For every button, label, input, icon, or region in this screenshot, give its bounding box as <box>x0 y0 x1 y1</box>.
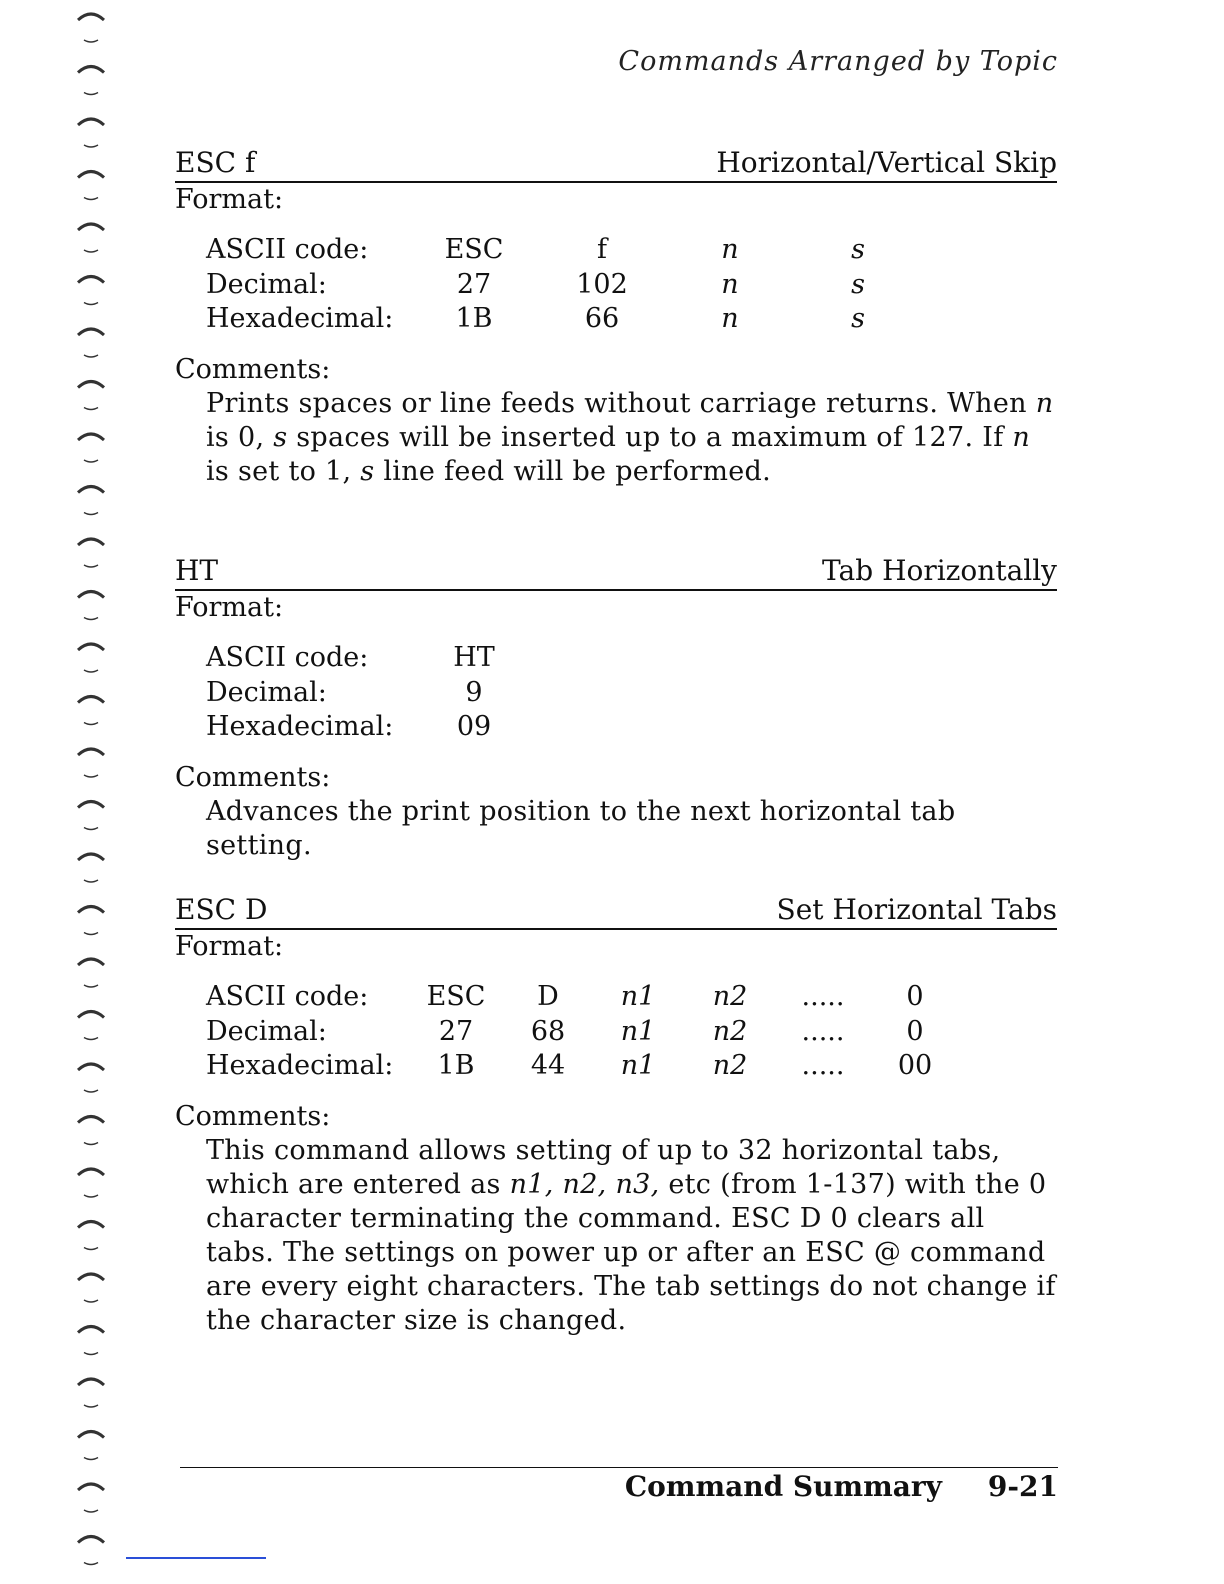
format-label: Format: <box>175 184 284 215</box>
comment-text <box>206 387 1057 489</box>
table-cell: n1 <box>620 1015 656 1047</box>
table-cell: 09 <box>456 711 492 742</box>
table-row <box>206 1015 1057 1050</box>
table-cell: n1 <box>620 1050 656 1081</box>
row-label: ASCII code: <box>206 234 369 265</box>
table-cell: 0 <box>906 1015 924 1047</box>
comment-segment: Prints spaces or line feeds without carriage returns. When <box>206 387 1036 419</box>
binding-ring <box>78 539 104 545</box>
command-section-ht <box>175 551 1057 863</box>
binding-ring <box>78 434 104 440</box>
binding-hole <box>84 1353 98 1355</box>
command-header <box>175 143 1057 183</box>
binding-hole <box>84 145 98 147</box>
binding-hole <box>84 670 98 672</box>
footer-title: Command Summary <box>624 1470 942 1503</box>
command-code: ESC D <box>175 893 268 926</box>
format-label: Format: <box>175 931 284 962</box>
binding-ring <box>78 749 104 755</box>
binding-ring <box>78 644 104 650</box>
binding-hole <box>84 198 98 200</box>
comment-segment: is set to 1, <box>206 455 361 487</box>
table-cell: s <box>851 303 865 334</box>
comment-var: s <box>360 455 375 487</box>
table-cell: 9 <box>465 676 483 708</box>
binding-hole <box>84 1563 98 1565</box>
binding-hole <box>84 1090 98 1092</box>
binding-ring <box>78 487 104 493</box>
table-row <box>206 710 1057 745</box>
binding-ring <box>78 1537 104 1543</box>
binding-ring <box>78 1012 104 1018</box>
binding-hole <box>84 303 98 305</box>
page-number: 9-21 <box>987 1470 1058 1503</box>
binding-ring <box>78 697 104 703</box>
command-title: Horizontal/Vertical Skip <box>716 146 1057 179</box>
binding-ring <box>78 802 104 808</box>
table-cell: 66 <box>584 303 620 334</box>
table-row <box>206 233 1057 268</box>
binding-hole <box>84 1458 98 1460</box>
table-cell: 27 <box>438 1015 474 1047</box>
binding-hole <box>84 828 98 830</box>
table-cell: n <box>721 303 739 334</box>
binding-ring <box>78 907 104 913</box>
footer-rule <box>180 1467 1058 1468</box>
row-label: ASCII code: <box>206 981 369 1012</box>
binding-hole <box>84 408 98 410</box>
table-cell: ..... <box>801 981 845 1012</box>
command-title: Tab Horizontally <box>822 554 1057 587</box>
table-cell: s <box>851 268 865 300</box>
table-cell: ESC <box>444 234 504 265</box>
binding-ring <box>78 172 104 178</box>
comments-label: Comments: <box>175 761 331 793</box>
row-label: Hexadecimal: <box>206 1050 394 1081</box>
binding-ring <box>78 119 104 125</box>
binding-hole <box>84 723 98 725</box>
table-cell: 44 <box>530 1050 566 1081</box>
table-row <box>206 302 1057 337</box>
binding-hole <box>84 933 98 935</box>
binding-hole <box>84 93 98 95</box>
binding-hole <box>84 460 98 462</box>
comments-label: Comments: <box>175 353 331 385</box>
command-header <box>175 890 1057 930</box>
binding-ring <box>78 277 104 283</box>
format-table <box>206 641 1057 745</box>
binding-ring <box>78 1484 104 1490</box>
comment-var: n <box>1012 421 1031 453</box>
binding-ring <box>78 1379 104 1385</box>
comment-var: s <box>273 421 288 453</box>
table-cell: n <box>721 234 739 265</box>
command-section-esc-d <box>175 890 1057 1338</box>
binding-hole <box>84 1195 98 1197</box>
command-section-esc-f <box>175 143 1057 489</box>
comment-var: n <box>1035 387 1054 419</box>
table-cell: n2 <box>712 1050 748 1081</box>
table-cell: 0 <box>906 981 924 1012</box>
table-cell: n2 <box>712 981 748 1012</box>
binding-hole <box>84 1405 98 1407</box>
binding-ring <box>78 329 104 335</box>
row-label: Decimal: <box>206 268 327 300</box>
comment-segment: line feed will be performed. <box>374 455 771 487</box>
binding-ring <box>78 67 104 73</box>
table-cell: 00 <box>897 1050 933 1081</box>
format-label: Format: <box>175 592 284 623</box>
table-row <box>206 676 1057 711</box>
table-cell: 27 <box>456 268 492 300</box>
table-cell: 68 <box>530 1015 566 1047</box>
comment-var: n1, n2, n3, <box>509 1168 660 1200</box>
table-row <box>206 1049 1057 1084</box>
binding-ring <box>78 959 104 965</box>
binding-ring <box>78 382 104 388</box>
row-label: Decimal: <box>206 676 327 708</box>
table-row <box>206 980 1057 1015</box>
binding-hole <box>84 880 98 882</box>
format-table <box>206 233 1057 337</box>
binding-ring <box>78 1064 104 1070</box>
command-code: ESC f <box>175 146 256 179</box>
binding-ring <box>78 1169 104 1175</box>
binding-hole <box>84 250 98 252</box>
binding-ring <box>78 592 104 598</box>
table-cell: n <box>721 268 739 300</box>
table-cell: n2 <box>712 1015 748 1047</box>
command-code: HT <box>175 554 219 587</box>
binding-hole <box>84 618 98 620</box>
spiral-binding <box>0 0 120 1584</box>
binding-hole <box>84 513 98 515</box>
format-table <box>206 980 1057 1084</box>
binding-ring <box>78 224 104 230</box>
binding-hole <box>84 985 98 987</box>
binding-ring <box>78 854 104 860</box>
command-title: Set Horizontal Tabs <box>776 893 1057 926</box>
binding-hole <box>84 1300 98 1302</box>
table-cell: 102 <box>576 268 628 300</box>
comments-label: Comments: <box>175 1100 331 1132</box>
comment-segment: etc (from 1-137) with the 0 character terminating the command. ESC D 0 clears all tabs. The settings on power up or after an ESC @ command are every eight characters. The tab settings do not change if the character size is changed. <box>206 1168 1056 1336</box>
binding-hole <box>84 1143 98 1145</box>
table-cell: HT <box>453 642 495 673</box>
table-cell: 1B <box>437 1050 475 1081</box>
comment-segment: is 0, <box>206 421 274 453</box>
comment-text <box>206 1134 1057 1338</box>
running-head: Commands Arranged by Topic <box>618 46 1058 77</box>
table-cell: s <box>851 234 865 265</box>
row-label: ASCII code: <box>206 642 369 673</box>
comment-segment: spaces will be inserted up to a maximum of 127. If <box>287 421 1013 453</box>
binding-ring <box>78 1327 104 1333</box>
binding-ring <box>78 1432 104 1438</box>
binding-ring <box>78 1274 104 1280</box>
table-cell: ESC <box>426 981 486 1012</box>
table-row <box>206 641 1057 676</box>
table-cell: D <box>537 981 559 1012</box>
binding-hole <box>84 565 98 567</box>
binding-hole <box>84 775 98 777</box>
binding-ring <box>78 1117 104 1123</box>
binding-hole <box>84 355 98 357</box>
binding-hole <box>84 1248 98 1250</box>
binding-hole <box>84 1510 98 1512</box>
comment-text: Advances the print position to the next horizontal tab setting. <box>206 795 956 861</box>
binding-ring <box>78 1222 104 1228</box>
scan-mark <box>126 1557 266 1559</box>
comment-segment: This command allows setting of up to 32 horizontal tabs, which are entered as <box>206 1134 1001 1200</box>
row-label: Hexadecimal: <box>206 711 394 742</box>
command-header <box>175 551 1057 591</box>
binding-ring <box>78 14 104 20</box>
table-cell: 1B <box>455 303 493 334</box>
row-label: Decimal: <box>206 1015 327 1047</box>
table-cell: f <box>597 234 607 265</box>
table-row <box>206 268 1057 303</box>
table-cell: n1 <box>620 981 656 1012</box>
row-label: Hexadecimal: <box>206 303 394 334</box>
table-cell: ..... <box>801 1015 845 1047</box>
binding-hole <box>84 1038 98 1040</box>
binding-hole <box>84 40 98 42</box>
table-cell: ..... <box>801 1050 845 1081</box>
page-footer <box>625 1470 1058 1504</box>
